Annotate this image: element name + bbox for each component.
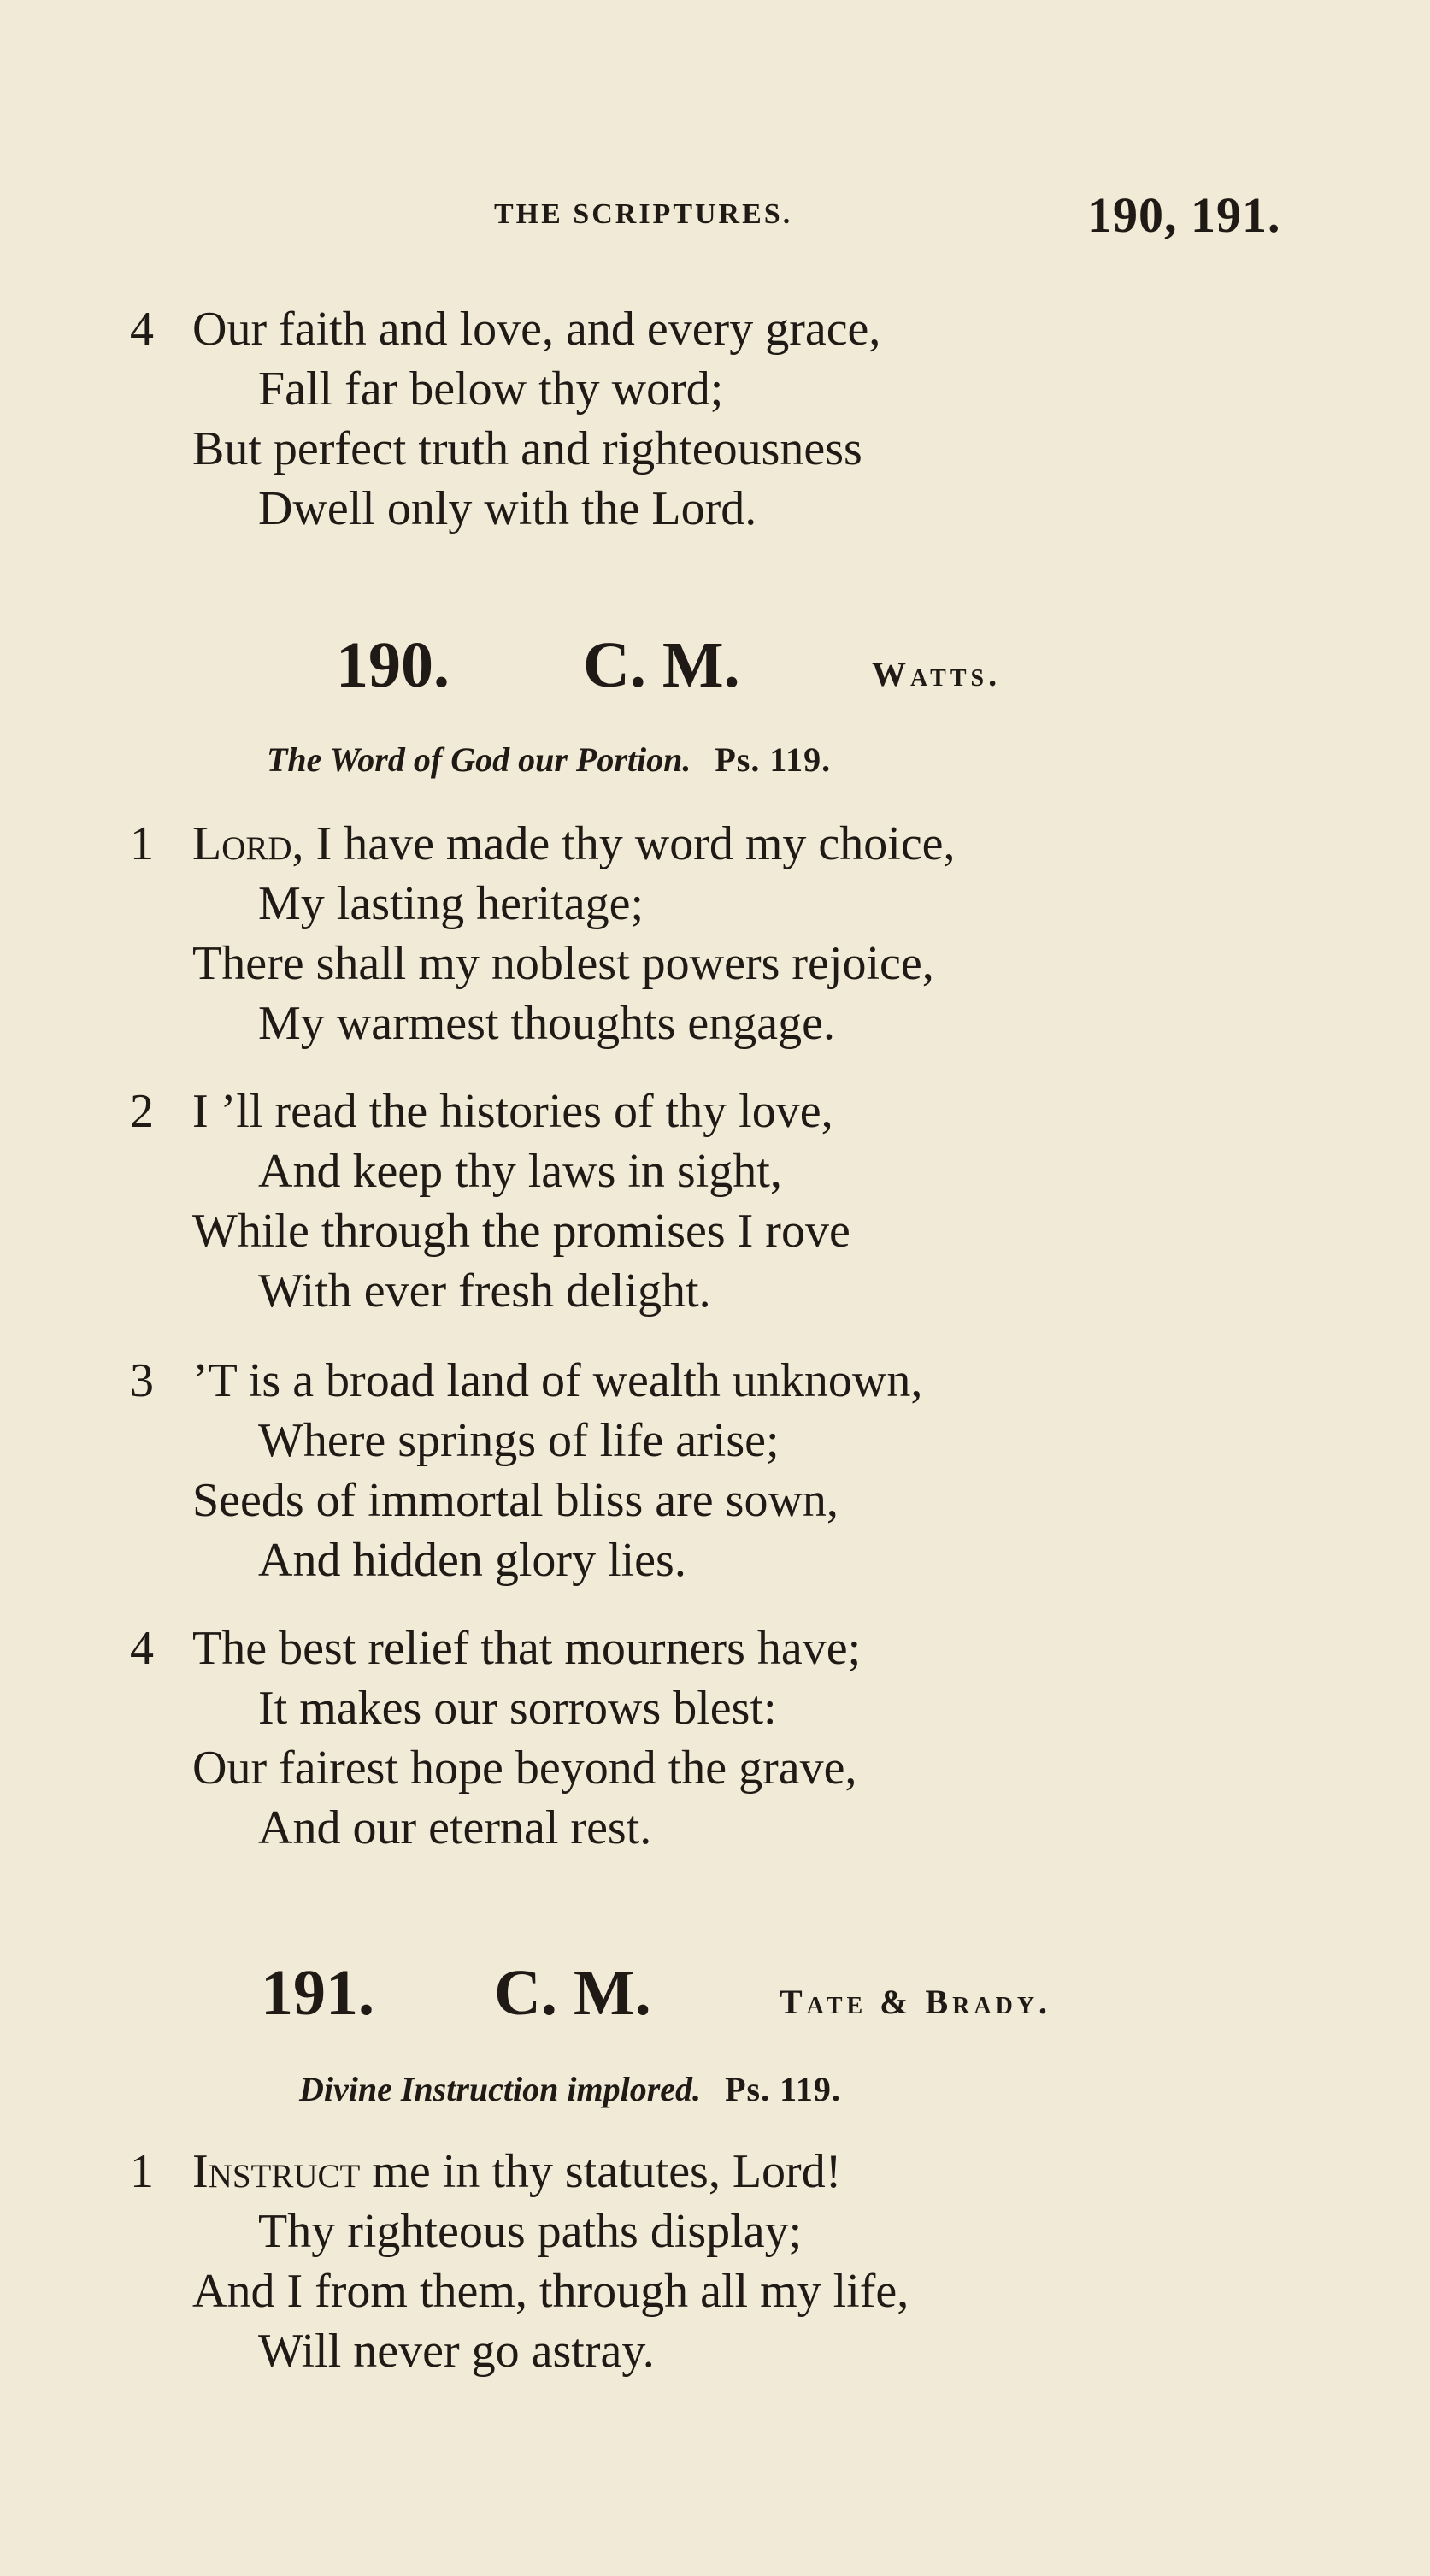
verse-line: And I from them, through all my life, [192, 2265, 909, 2318]
stanza-number: 1 [130, 817, 154, 870]
hymn-author: Tate & Brady. [780, 1983, 1052, 2021]
section-title: THE SCRIPTURES. [494, 198, 793, 230]
verse-line: But perfect truth and righteousness [192, 422, 862, 475]
hymn-header [0, 628, 1430, 705]
verse-line: Will never go astray. [258, 2325, 655, 2378]
verse-line: And hidden glory lies. [258, 1534, 686, 1587]
verse-line [192, 2142, 841, 2202]
verse-line: And our eternal rest. [258, 1801, 652, 1854]
verse-line: My warmest thoughts engage. [258, 997, 835, 1050]
verse-line [192, 814, 956, 874]
verse-line: Our faith and love, and every grace, [192, 303, 881, 356]
first-word: Instruct [192, 2145, 361, 2198]
stanza-number: 1 [130, 2145, 154, 2198]
verse-line: ’T is a broad land of wealth unknown, [192, 1354, 923, 1407]
verse-line: Where springs of life arise; [258, 1414, 780, 1467]
verse-line: The best relief that mourners have; [192, 1622, 862, 1675]
verse-line: Thy righteous paths display; [258, 2205, 803, 2258]
stanza-number: 4 [130, 303, 154, 356]
page-numbers: 190, 191. [1087, 187, 1281, 243]
running-head [0, 186, 1430, 246]
stanza-number: 4 [130, 1622, 154, 1675]
stanza-number: 3 [130, 1354, 154, 1407]
hymn-subtitle [299, 2069, 841, 2109]
verse-line: My lasting heritage; [258, 877, 644, 930]
hymn-meter: C. M. [494, 1957, 651, 2029]
verse-line: It makes our sorrows blest: [258, 1682, 777, 1735]
line-rest: me in thy statutes, Lord! [360, 2145, 842, 2198]
hymn-number: 191. [261, 1957, 374, 2029]
verse-line: I ’ll read the histories of thy love, [192, 1085, 833, 1138]
first-word: Lord, [192, 817, 304, 870]
verse-line: And keep thy laws in sight, [258, 1145, 782, 1198]
verse-line: Our fairest hope beyond the grave, [192, 1742, 857, 1795]
verse-line: While through the promises I rove [192, 1205, 850, 1258]
verse-line: With ever fresh delight. [258, 1264, 711, 1317]
scripture-reference: Ps. 119. [725, 2070, 841, 2108]
hymn-number: 190. [336, 629, 450, 701]
verse-line: There shall my noblest powers rejoice, [192, 937, 934, 990]
hymn-header [0, 1956, 1430, 2033]
hymn-title: The Word of God our Portion. [267, 740, 691, 779]
stanza-number: 2 [130, 1085, 154, 1138]
verse-line: Dwell only with the Lord. [258, 482, 757, 535]
hymn-title: Divine Instruction implored. [299, 2070, 702, 2108]
hymn-meter: C. M. [583, 629, 740, 701]
scripture-reference: Ps. 119. [715, 740, 832, 779]
hymn-author: Watts. [872, 655, 1002, 693]
verse-line: Fall far below thy word; [258, 363, 724, 416]
hymn-subtitle [267, 740, 831, 780]
line-rest: I have made thy word my choice, [303, 817, 956, 870]
verse-line: Seeds of immortal bliss are sown, [192, 1474, 839, 1527]
